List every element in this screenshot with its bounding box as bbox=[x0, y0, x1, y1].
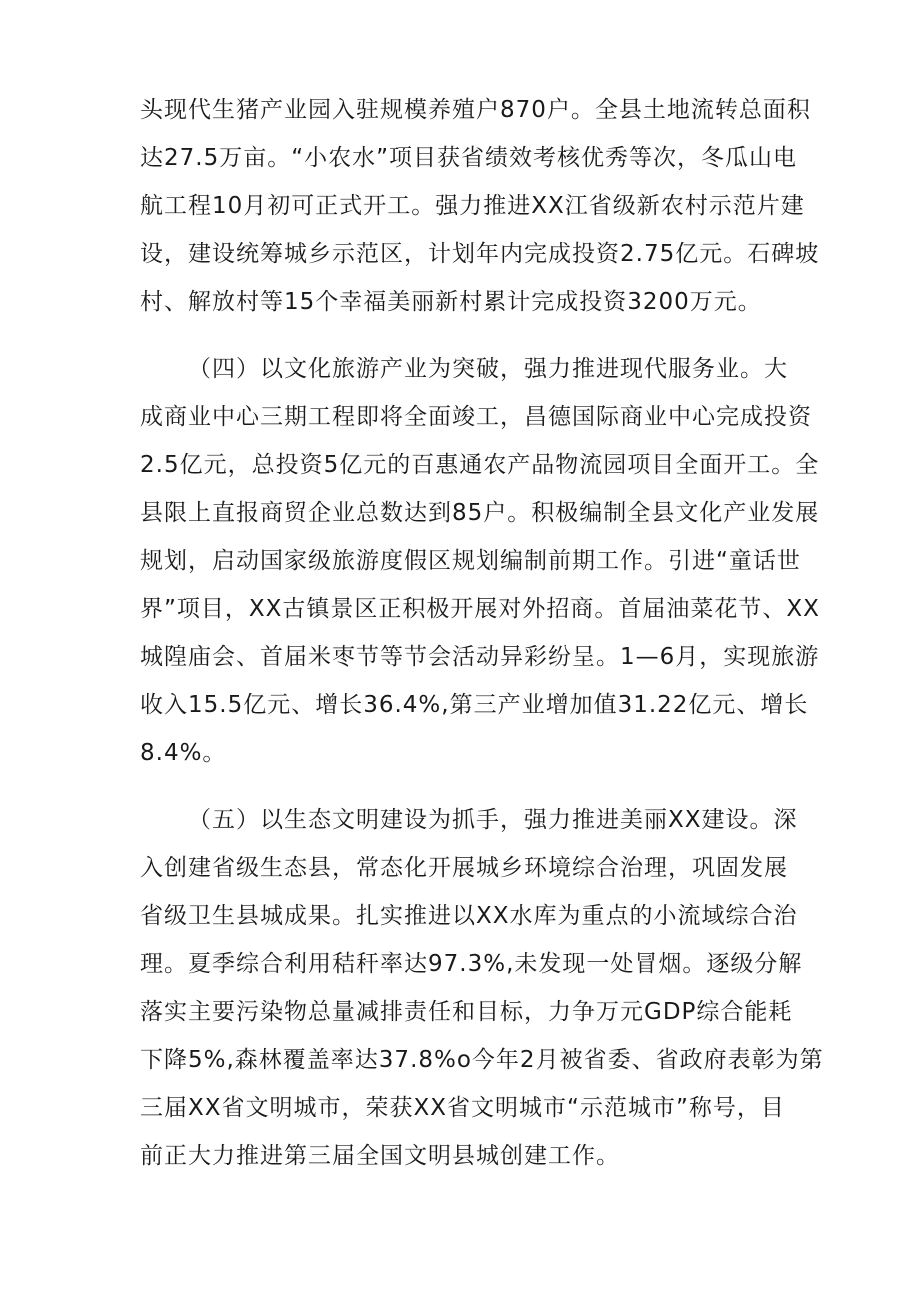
text-line: 头现代生猪产业园入驻规模养殖户870户。全县土地流转总面积 bbox=[140, 97, 811, 123]
document-body bbox=[140, 86, 824, 1180]
text-line: 省级卫生县城成果。扎实推进以XX水库为重点的小流域综合治 bbox=[140, 903, 798, 929]
text-line: 规划，启动国家级旅游度假区规划编制前期工作。引进“童话世 bbox=[140, 548, 801, 574]
paragraph-gap bbox=[140, 777, 780, 796]
text-line: 收入15.5亿元、增长36.4%,第三产业增加值31.22亿元、增长 bbox=[140, 692, 809, 718]
text-line: （五）以生态文明建设为抓手，强力推进美丽XX建设。深 bbox=[188, 807, 798, 833]
paragraph-ecology bbox=[140, 796, 824, 1180]
paragraph-tourism-services bbox=[140, 345, 820, 777]
text-line: 下降5%,森林覆盖率达37.8%o今年2月被省委、省政府表彰为第 bbox=[140, 1047, 824, 1073]
text-line: （四）以文化旅游产业为突破，强力推进现代服务业。大 bbox=[188, 356, 788, 382]
text-line: 理。夏季综合利用秸秆率达97.3%,未发现一处冒烟。逐级分解 bbox=[140, 951, 803, 977]
text-line: 8.4%。 bbox=[140, 740, 227, 766]
text-line: 设，建设统筹城乡示范区，计划年内完成投资2.75亿元。石碑坡 bbox=[140, 241, 820, 267]
text-line: 2.5亿元，总投资5亿元的百惠通农产品物流园项目全面开工。全 bbox=[140, 452, 820, 478]
text-line: 达27.5万亩。“小农水”项目获省绩效考核优秀等次，冬瓜山电 bbox=[140, 145, 798, 171]
text-line: 县限上直报商贸企业总数达到85户。积极编制全县文化产业发展 bbox=[140, 500, 820, 526]
text-line: 前正大力推进第三届全国文明县城创建工作。 bbox=[140, 1143, 620, 1169]
paragraph-gap bbox=[140, 326, 780, 345]
text-line: 城隍庙会、首届米枣节等节会活动异彩纷呈。1—6月，实现旅游 bbox=[140, 644, 820, 670]
text-line: 村、解放村等15个幸福美丽新村累计完成投资3200万元。 bbox=[140, 289, 762, 315]
text-line: 入创建省级生态县，常态化开展城乡环境综合治理，巩固发展 bbox=[140, 855, 788, 881]
text-line: 界”项目，XX古镇景区正积极开展对外招商。首届油菜花节、XX bbox=[140, 596, 820, 622]
paragraph-agriculture bbox=[140, 86, 820, 326]
text-line: 航工程10月初可正式开工。强力推进XX江省级新农村示范片建 bbox=[140, 193, 805, 219]
text-line: 成商业中心三期工程即将全面竣工，昌德国际商业中心完成投资 bbox=[140, 404, 812, 430]
text-line: 落实主要污染物总量减排责任和目标，力争万元GDP综合能耗 bbox=[140, 999, 793, 1025]
text-line: 三届XX省文明城市，荣获XX省文明城市“示范城市”称号，目 bbox=[140, 1095, 785, 1121]
